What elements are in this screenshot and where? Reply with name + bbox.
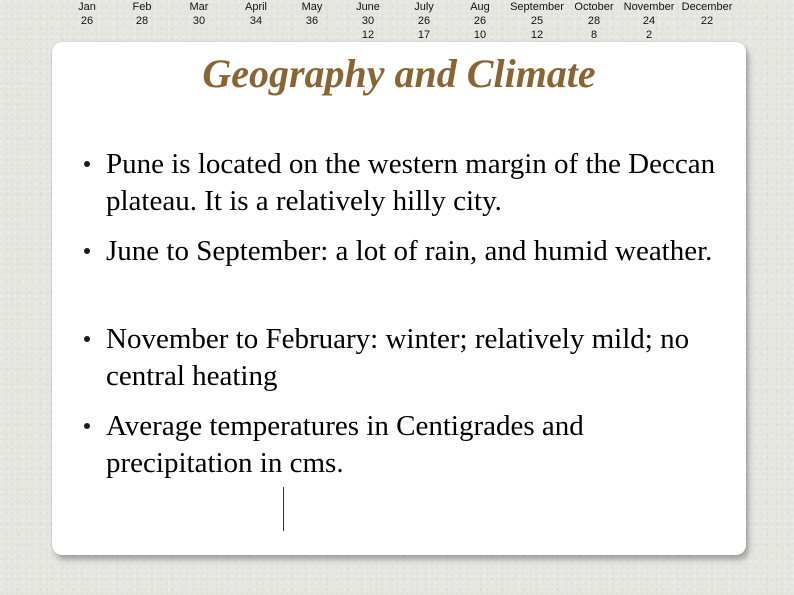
bullet-text-averages: Average temperatures in Centigrades and precipitation in cms. [106,410,584,479]
month-label: October [574,1,614,13]
temperature-value: 22 [700,15,714,27]
temperature-value: 26 [80,15,94,27]
month-label: Jan [78,1,96,13]
bullet-marker [84,161,90,167]
bullet-text-winter: November to February: winter; relatively mild; no central heating [106,323,690,392]
temperature-value: 28 [587,15,601,27]
month-column-april [238,0,274,28]
precipitation-value: 10 [473,29,487,41]
temperature-value: 25 [530,15,544,27]
month-column-december [678,0,736,28]
bullet-marker [84,336,90,342]
temperature-value: 36 [305,15,319,27]
month-column-feb [127,0,157,28]
precipitation-value: 17 [417,29,431,41]
precipitation-value: 12 [361,29,375,41]
month-column-june [351,0,385,42]
month-label: Mar [189,1,209,13]
month-column-september [506,0,568,42]
temperature-value: 24 [642,15,656,27]
temperature-value: 30 [192,15,206,27]
month-column-aug [465,0,495,42]
month-label: June [356,1,380,13]
month-label: April [244,1,267,13]
temperature-value: 28 [135,15,149,27]
month-column-jan [72,0,102,28]
slide-title: Geography and Climate [202,51,596,96]
precipitation-value: 12 [530,29,544,41]
month-label: November [623,1,675,13]
temperature-value: 34 [249,15,263,27]
month-column-mar [184,0,214,28]
month-label: Feb [132,1,152,13]
temperature-value: 30 [361,15,375,27]
bullet-text-monsoon: June to September: a lot of rain, and humid weather. [106,235,713,267]
temperature-value: 26 [417,15,431,27]
month-label: September [510,1,564,13]
month-label: July [414,1,434,13]
temperature-value: 26 [473,15,487,27]
month-column-may [296,0,328,28]
month-column-november [620,0,678,42]
month-column-october [570,0,618,42]
bullet-marker [84,248,90,254]
precipitation-value: 8 [590,29,598,41]
month-label: Aug [470,1,490,13]
precipitation-value: 2 [645,29,653,41]
month-label: December [681,1,733,13]
month-column-july [408,0,440,42]
bullet-text-location: Pune is located on the western margin of the Deccan plateau. It is a relatively hilly city. [106,148,716,217]
table-divider [283,487,284,531]
month-label: May [301,1,323,13]
bullet-marker [84,423,90,429]
